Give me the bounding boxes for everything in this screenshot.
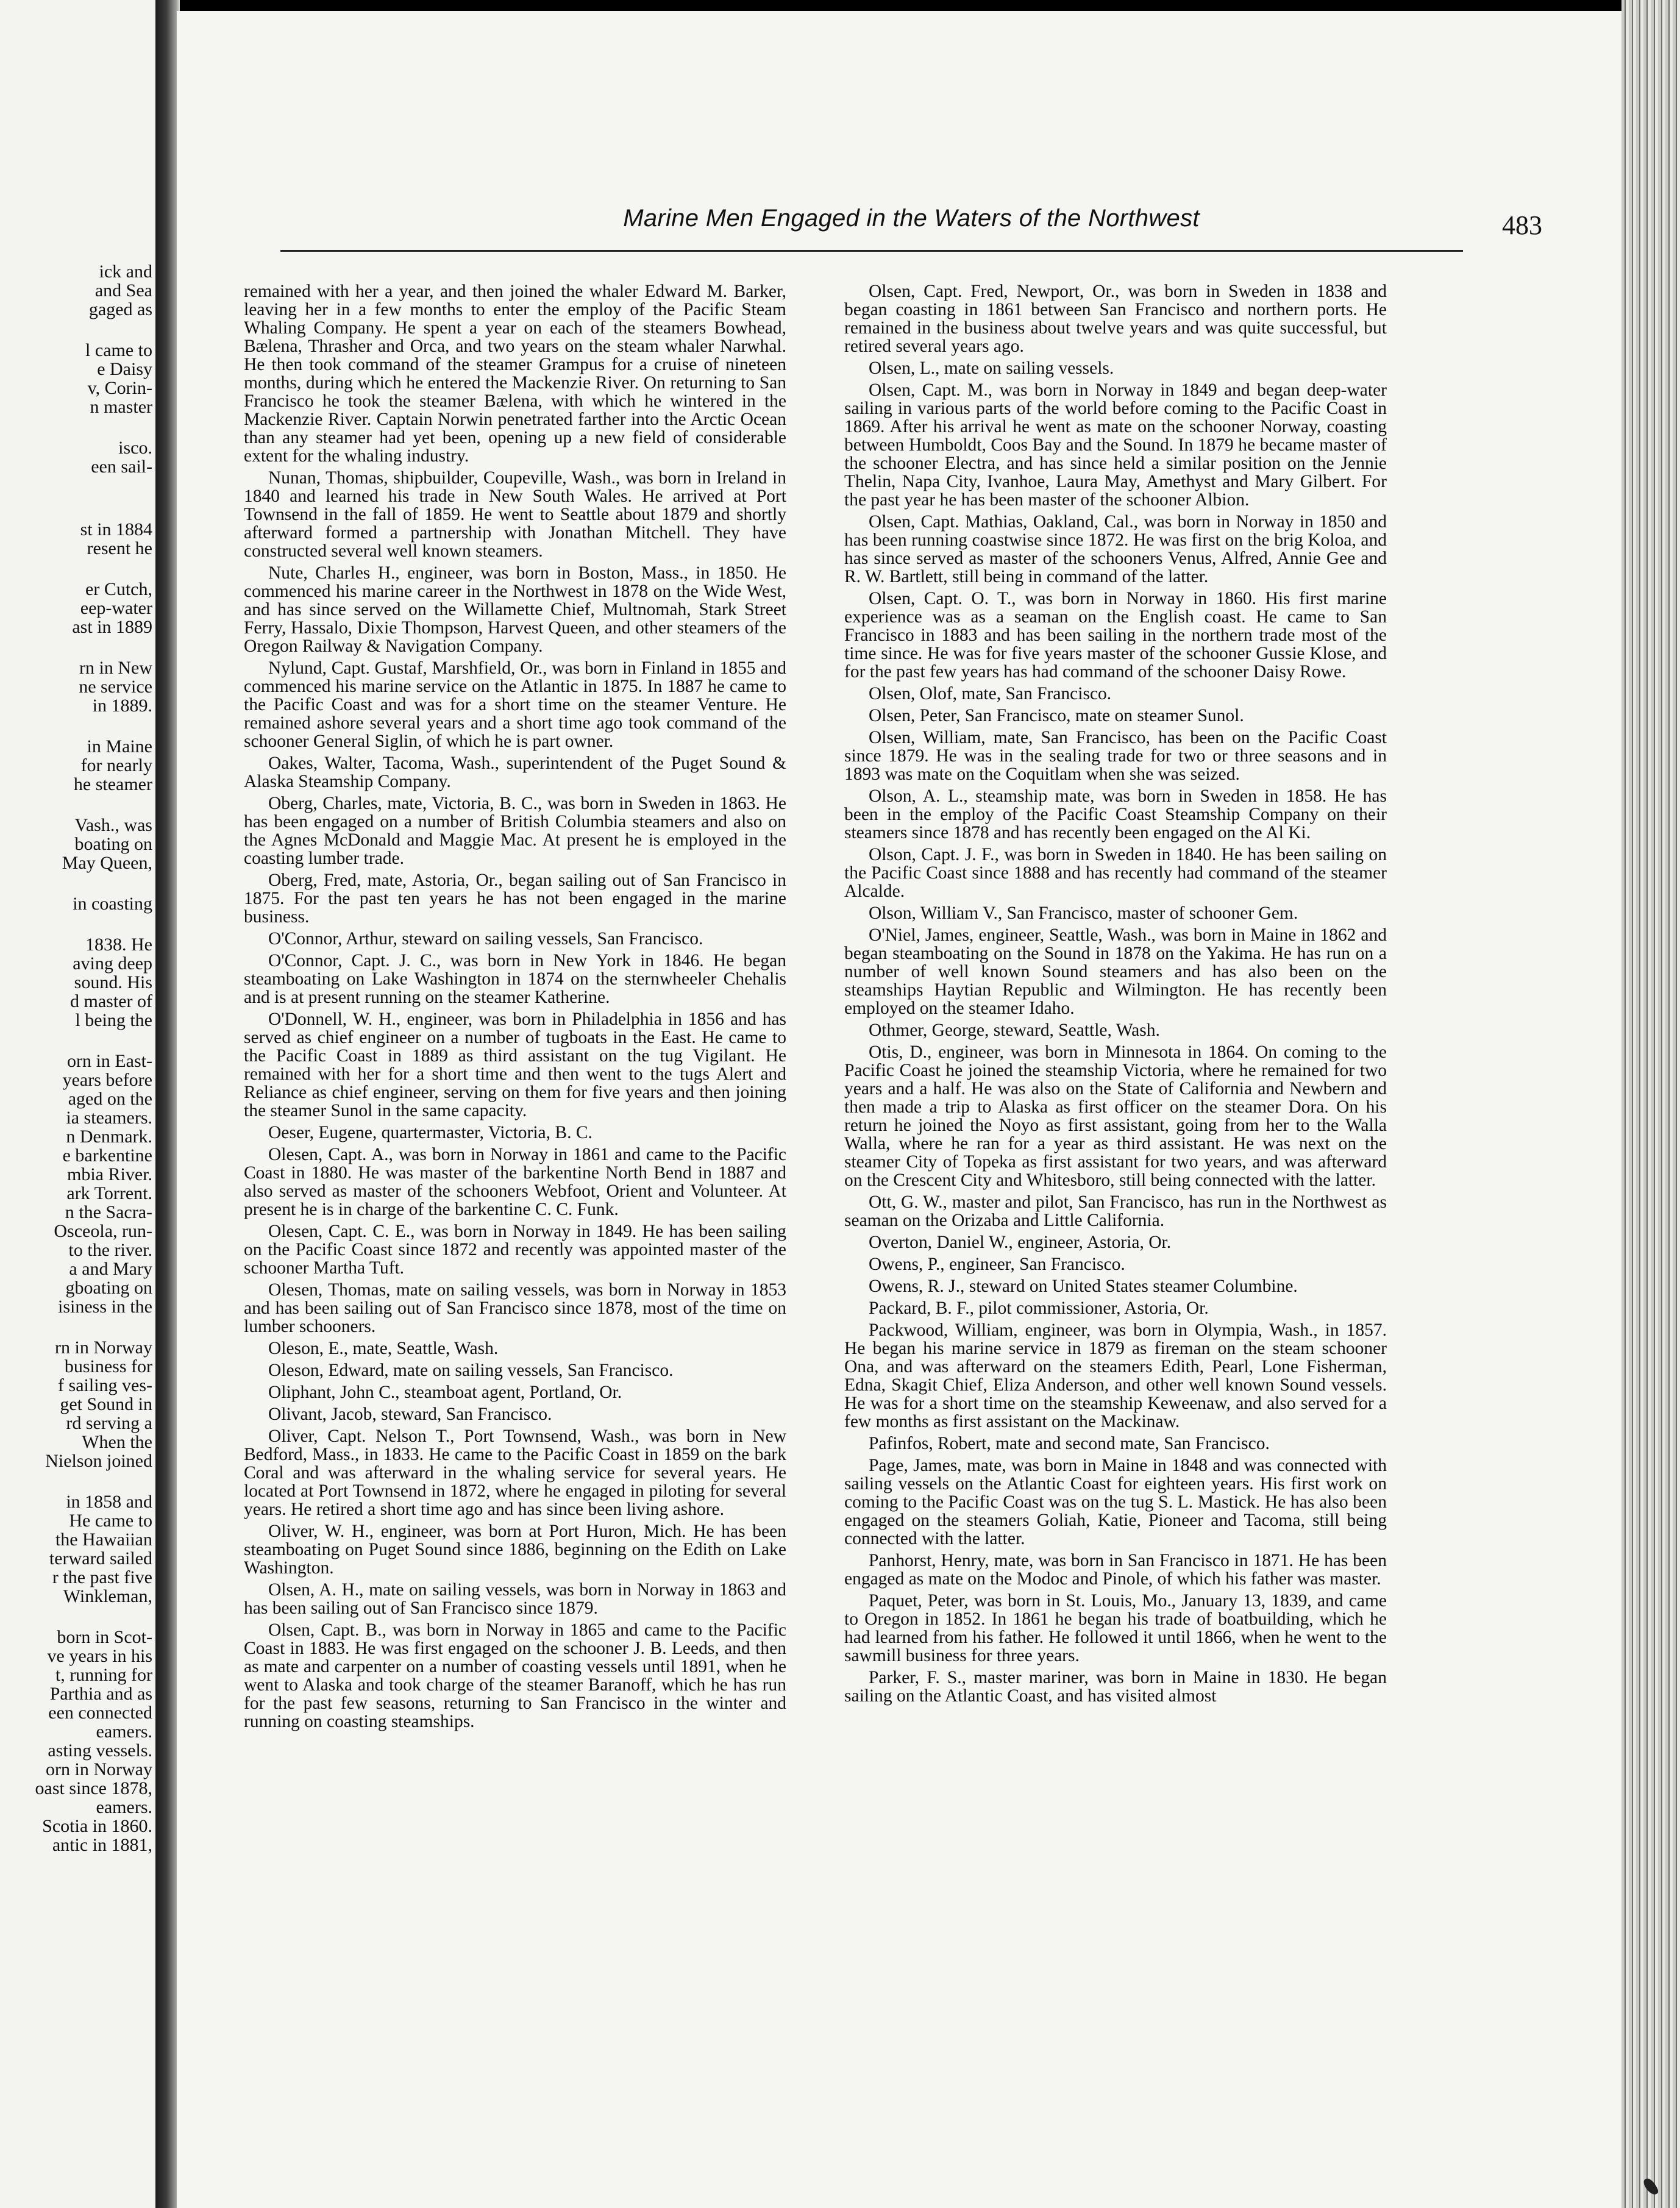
entry-paragraph: Oakes, Walter, Tacoma, Wash., superintendent of the Puget Sound & Alaska Steamship Company. xyxy=(244,753,786,791)
entry-paragraph: Parker, F. S., master mariner, was born in Maine in 1830. He began sailing on the Atlantic Coast, and has visited almost xyxy=(844,1668,1387,1706)
text-fragment: the Hawaiian xyxy=(55,1530,152,1550)
entry-paragraph: Olson, A. L., steamship mate, was born in Sweden in 1858. He has been in the employ of the Pacific Coast Steamship Company on their steamers since 1878 and has recently been engaged on the Al Ki. xyxy=(844,786,1387,842)
fragment-gap xyxy=(0,636,152,658)
fragment-gap xyxy=(0,319,152,341)
text-fragment: he steamer xyxy=(73,774,152,794)
page-edges xyxy=(1621,0,1680,2208)
page-header xyxy=(280,205,1542,254)
text-fragment: ve years in his xyxy=(47,1646,152,1666)
text-fragment: v, Corin- xyxy=(87,378,152,398)
entry-paragraph: Nylund, Capt. Gustaf, Marshfield, Or., was born in Finland in 1855 and commenced his marine service on the Atlantic in 1875. In 1887 he came to the Pacific Coast and was for a short time on the steamer Venture. He remained ashore several years and a short time ago took command of the schooner General Siglin, of which he is part owner. xyxy=(244,658,786,751)
text-fragment: oast since 1878, xyxy=(35,1778,152,1798)
entry-paragraph: Packard, B. F., pilot commissioner, Astoria, Or. xyxy=(869,1298,1209,1318)
entry-paragraph: Owens, R. J., steward on United States steamer Columbine. xyxy=(869,1277,1298,1296)
text-fragment: eamers. xyxy=(96,1722,152,1742)
text-fragment: 1838. He xyxy=(85,935,152,955)
entry-paragraph: Ott, G. W., master and pilot, San Francisco, has run in the Northwest as seaman on the Orizaba and Little California. xyxy=(844,1192,1387,1230)
text-fragment: in 1858 and xyxy=(66,1492,152,1512)
text-fragment: antic in 1881, xyxy=(52,1835,152,1855)
text-fragment: resent he xyxy=(87,538,152,558)
text-fragment: get Sound in xyxy=(60,1394,152,1414)
text-fragment: mbia River. xyxy=(67,1164,152,1184)
entry-paragraph: Olson, Capt. J. F., was born in Sweden in 1840. He has been sailing on the Pacific Coast since 1888 and has recently had command of the steamer Alcalde. xyxy=(844,845,1387,901)
fragment-gap xyxy=(0,1606,152,1628)
entry-paragraph: Olsen, William, mate, San Francisco, has been on the Pacific Coast since 1879. He was in the sealing trade for two or three seasons and in 1893 was mate on the Coquitlam when she was seized. xyxy=(844,728,1387,784)
entry-paragraph: remained with her a year, and then joined the whaler Edward M. Barker, leaving her in a few months to enter the employ of the Pacific Steam Whaling Company. He spent a year on each of the steamers Bowhead, Bælena, Thrasher and Orca, and two years on the steam whaler Narwhal. He then took command of the steamer Grampus for a cruise of nineteen months, during which he entered the Mackenzie River. On returning to San Francisco he took the steamer Bælena, with which he wintered in the Mackenzie River. Captain Norwin penetrated farther into the Arctic Ocean than any steamer had yet been, opening up a new field of considerable extent for the whaling industry. xyxy=(244,282,786,466)
text-fragment: gaged as xyxy=(88,299,152,319)
entry-paragraph: Olsen, L., mate on sailing vessels. xyxy=(869,358,1114,378)
entry-paragraph: Olesen, Capt. C. E., was born in Norway in 1849. He has been sailing on the Pacific Coast since 1872 and recently was appointed master of the schooner Martha Tuft. xyxy=(244,1222,786,1278)
entry-paragraph: Olsen, A. H., mate on sailing vessels, was born in Norway in 1863 and has been sailing out of San Francisco since 1879. xyxy=(244,1580,786,1618)
entry-paragraph: Oliver, Capt. Nelson T., Port Townsend, Wash., was born in New Bedford, Mass., in 1833. He came to the Pacific Coast in 1859 on the bark Coral and was afterward in the whaling service for several years. He located at Port Townsend in 1872, where he engaged in piloting for several years. He retired a short time ago and has since been living ashore. xyxy=(244,1426,786,1519)
text-fragment: l came to xyxy=(85,340,152,360)
text-fragment: Nielson joined xyxy=(45,1451,152,1471)
text-fragment: He came to xyxy=(69,1511,152,1531)
fragment-gap xyxy=(0,1470,152,1492)
text-fragment: asting vessels. xyxy=(48,1740,152,1761)
entry-paragraph: Panhorst, Henry, mate, was born in San Francisco in 1871. He has been engaged as mate on the Modoc and Pinole, of which his father was master. xyxy=(844,1551,1387,1589)
header-rule xyxy=(280,250,1463,252)
entry-paragraph: Olsen, Olof, mate, San Francisco. xyxy=(869,684,1112,703)
entry-paragraph: Oleson, E., mate, Seattle, Wash. xyxy=(268,1339,499,1358)
entry-paragraph: O'Connor, Arthur, steward on sailing vessels, San Francisco. xyxy=(268,929,703,949)
book-page xyxy=(177,11,1634,2208)
text-fragment: n Denmark. xyxy=(66,1127,152,1147)
text-fragment: isco. xyxy=(118,438,152,458)
running-title: Marine Men Engaged in the Waters of the Northwest xyxy=(623,205,1200,232)
entry-paragraph: O'Niel, James, engineer, Seattle, Wash., was born in Maine in 1862 and began steamboating on the Sound in 1878 on the Yakima. He has run on a number of well known Sound steamers and has also been on the steamships Haytian Republic and Wilmington. He has recently been employed on the steamer Idaho. xyxy=(844,925,1387,1018)
text-fragment: ne service xyxy=(79,677,152,697)
text-fragment: boating on xyxy=(74,834,152,854)
book-gutter xyxy=(155,0,180,2208)
text-fragment: and Sea xyxy=(94,280,152,301)
text-fragment: years before xyxy=(62,1070,152,1090)
fragment-gap xyxy=(0,476,152,498)
entry-paragraph: Oeser, Eugene, quartermaster, Victoria, B. C. xyxy=(268,1123,593,1142)
text-fragment: isiness in the xyxy=(58,1297,152,1317)
text-fragment: in Maine xyxy=(87,736,152,757)
entry-paragraph: Oberg, Fred, mate, Astoria, Or., began sailing out of San Francisco in 1875. For the past ten years he has not been engaged in the marine business. xyxy=(244,871,786,927)
entry-paragraph: Otis, D., engineer, was born in Minnesota in 1864. On coming to the Pacific Coast he joined the steamship Victoria, where he remained for two years and a half. He was also on the State of California and Newbern and then made a trip to Alaska as first officer on the steamer Dora. On his return he joined the Noyo as first assistant, going from her to the Walla Walla, where he ran for a year as third assistant. He was next on the steamer City of Topeka as first assistant for two years, and was afterward on the Crescent City and Whitesboro, still being connected with the latter. xyxy=(844,1042,1387,1190)
text-fragment: a and Mary xyxy=(69,1259,152,1279)
entry-paragraph: Oleson, Edward, mate on sailing vessels, San Francisco. xyxy=(268,1361,674,1380)
text-fragment: aged on the xyxy=(68,1089,152,1109)
text-fragment: Parthia and as xyxy=(49,1684,152,1704)
text-fragment: ick and xyxy=(99,262,152,282)
entry-paragraph: Othmer, George, steward, Seattle, Wash. xyxy=(869,1020,1160,1040)
entry-paragraph: O'Connor, Capt. J. C., was born in New York in 1846. He began steamboating on Lake Washington in 1874 on the sternwheeler Chehalis and is at present running on the steamer Katherine. xyxy=(244,951,786,1007)
page-number: 483 xyxy=(1502,210,1542,240)
entry-paragraph: Owens, P., engineer, San Francisco. xyxy=(869,1255,1125,1274)
entry-paragraph: Olson, William V., San Francisco, master of schooner Gem. xyxy=(869,903,1298,923)
entry-paragraph: O'Donnell, W. H., engineer, was born in Philadelphia in 1856 and has served as chief engineer on a number of tugboats in the East. He came to the Pacific Coast in 1889 as third assistant on the tug Vigilant. He remained with her for a short time and then went to the tugs Alert and Reliance as chief engineer, serving on them for five years and then joining the steamer Sunol in the same capacity. xyxy=(244,1010,786,1120)
text-fragment: l being the xyxy=(75,1010,152,1030)
text-fragment: n master xyxy=(90,397,152,417)
text-fragment: Winkleman, xyxy=(63,1586,152,1606)
fragment-gap xyxy=(0,1030,152,1052)
text-fragment: terward sailed xyxy=(49,1548,152,1569)
text-fragment: ark Torrent. xyxy=(66,1183,152,1203)
text-fragment: rn in New xyxy=(79,658,152,678)
text-fragment: een connected xyxy=(48,1703,152,1723)
text-fragment: st in 1884 xyxy=(80,519,152,540)
entry-paragraph: Olsen, Capt. Fred, Newport, Or., was born in Sweden in 1838 and began coasting in 1861 between San Francisco and northern ports. He remained in the business about twelve years and was quite successful, but retired several years ago. xyxy=(844,282,1387,356)
text-fragment: r the past five xyxy=(52,1567,152,1587)
entry-paragraph: Page, James, mate, was born in Maine in 1848 and was connected with sailing vessels on the Atlantic Coast for eighteen years. His first work on coming to the Pacific Coast was on the tug S. L. Mastick. He has also been engaged on the steamers Goliah, Katie, Pioneer and Tacoma, still being connected with the latter. xyxy=(844,1456,1387,1548)
entry-paragraph: Paquet, Peter, was born in St. Louis, Mo., January 13, 1839, and came to Oregon in 1852. In 1861 he began his trade of boatbuilding, which he had learned from his father. He followed it until 1866, when he went to the sawmill business for three years. xyxy=(844,1591,1387,1665)
entry-paragraph: Overton, Daniel W., engineer, Astoria, Or. xyxy=(869,1233,1172,1252)
text-fragment: Osceola, run- xyxy=(54,1221,152,1241)
entry-paragraph: Olivant, Jacob, steward, San Francisco. xyxy=(268,1405,552,1424)
entry-paragraph: Olsen, Capt. B., was born in Norway in 1865 and came to the Pacific Coast in 1883. He was first engaged on the schooner J. B. Leeds, and then as mate and carpenter on a number of coasting vessels until 1891, when he went to Alaska and took charge of the steamer Baranoff, which he has run for the past few seasons, returning to San Francisco in the winter and running on coasting steamships. xyxy=(244,1620,786,1731)
entry-paragraph: Olesen, Capt. A., was born in Norway in 1861 and came to the Pacific Coast in 1880. He was master of the barkentine North Bend in 1887 and also served as master of the schooners Webfoot, Orient and Volunteer. At present he is in charge of the barkentine C. C. Funk. xyxy=(244,1145,786,1219)
entry-paragraph: Oberg, Charles, mate, Victoria, B. C., was born in Sweden in 1863. He has been engaged on a number of British Columbia steamers and also on the Agnes McDonald and Maggie Mac. At present he is employed in the coasting lumber trade. xyxy=(244,794,786,868)
text-fragment: e Daisy xyxy=(97,359,152,379)
text-fragment: sound. His xyxy=(74,972,152,992)
entry-paragraph: Olesen, Thomas, mate on sailing vessels, was born in Norway in 1853 and has been sailing out of San Francisco since 1878, most of the time on lumber schooners. xyxy=(244,1280,786,1336)
text-fragment: business for xyxy=(64,1356,152,1376)
entry-paragraph: Olsen, Capt. M., was born in Norway in 1849 and began deep-water sailing in various parts of the world before coming to the Pacific Coast in 1869. After his arrival he went as mate on the schooner Norway, coasting between Humboldt, Coos Bay and the Sound. In 1879 he became master of the schooner Electra, and has since held a similar position on the Jennie Thelin, Napa City, Ivanhoe, Laura May, Amethyst and Mary Gilbert. For the past year he has been master of the schooner Albion. xyxy=(844,380,1387,510)
text-fragment: ia steamers. xyxy=(66,1108,152,1128)
entry-paragraph: Olsen, Capt. O. T., was born in Norway in 1860. His first marine experience was as a seaman on the English coast. He came to San Francisco in 1883 and has been sailing in the northern trade most of the time since. He was for five years master of the schooner Gussie Klose, and for the past few years has had command of the schooner Daisy Rowe. xyxy=(844,589,1387,682)
text-fragment: in coasting xyxy=(73,894,152,914)
text-fragment: ast in 1889 xyxy=(72,617,152,637)
text-fragment: e barkentine xyxy=(62,1145,152,1166)
adjacent-page-text-fragments xyxy=(0,262,152,1854)
right-text-column xyxy=(844,282,1387,1709)
entry-paragraph: Oliphant, John C., steamboat agent, Portland, Or. xyxy=(268,1383,622,1402)
entry-paragraph: Nute, Charles H., engineer, was born in Boston, Mass., in 1850. He commenced his marine career in the Northwest in 1878 on the Wide West, and has since served on the Willamette Chief, Multnomah, Stark Street Ferry, Hassalo, Dixie Thompson, Harvest Queen, and other steamers of the Oregon Railway & Navigation Company. xyxy=(244,563,786,656)
text-fragment: orn in Norway xyxy=(46,1759,152,1779)
text-fragment: Vash., was xyxy=(74,815,152,835)
text-fragment: f sailing ves- xyxy=(58,1375,152,1395)
text-fragment: born in Scot- xyxy=(57,1627,152,1647)
fragment-gap xyxy=(0,794,152,816)
fragment-gap xyxy=(0,498,152,520)
text-fragment: orn in East- xyxy=(67,1051,152,1071)
text-fragment: eep-water xyxy=(80,598,152,618)
text-fragment: er Cutch, xyxy=(85,579,152,599)
text-fragment: rn in Norway xyxy=(55,1337,152,1358)
text-fragment: d master of xyxy=(70,991,152,1011)
fragment-gap xyxy=(0,715,152,737)
entry-paragraph: Olsen, Capt. Mathias, Oakland, Cal., was born in Norway in 1850 and has been running coastwise since 1872. He was first on the brig Koloa, and has since served as master of the schooners Venus, Alfred, Annie Gee and R. W. Bartlett, still being in command of the latter. xyxy=(844,512,1387,586)
fragment-gap xyxy=(0,416,152,438)
text-fragment: May Queen, xyxy=(62,853,152,873)
text-fragment: t, running for xyxy=(55,1665,152,1685)
text-fragment: aving deep xyxy=(73,953,152,974)
text-fragment: When the xyxy=(82,1432,152,1452)
text-fragment: eamers. xyxy=(96,1797,152,1817)
entry-paragraph: Packwood, William, engineer, was born in Olympia, Wash., in 1857. He began his marine service in 1879 as fireman on the steam schooner Ona, and was afterward on the steamers Edith, Pearl, Lone Fisherman, Edna, Skagit Chief, Eliza Anderson, and other well known Sound vessels. He was for a short time on the steamship Keweenaw, and also served for a few months as first assistant on the Mackinaw. xyxy=(844,1320,1387,1431)
text-fragment: rd serving a xyxy=(66,1413,152,1433)
fragment-gap xyxy=(0,872,152,894)
adjacent-left-page xyxy=(0,0,155,2208)
fragment-gap xyxy=(0,558,152,580)
text-fragment: to the river. xyxy=(68,1240,152,1260)
text-fragment: een sail- xyxy=(91,457,152,477)
entry-paragraph: Pafinfos, Robert, mate and second mate, San Francisco. xyxy=(869,1434,1270,1453)
fragment-gap xyxy=(0,1316,152,1338)
entry-paragraph: Oliver, W. H., engineer, was born at Port Huron, Mich. He has been steamboating on Puget Sound since 1886, beginning on the Edith on Lake Washington. xyxy=(244,1522,786,1578)
text-fragment: for nearly xyxy=(80,755,152,775)
text-fragment: n the Sacra- xyxy=(65,1202,152,1222)
entry-paragraph: Nunan, Thomas, shipbuilder, Coupeville, Wash., was born in Ireland in 1840 and learned his trade in New South Wales. He arrived at Port Townsend in the fall of 1859. He went to Seattle about 1879 and shortly afterward formed a partnership with Jonathan Mitchell. They have constructed several well known steamers. xyxy=(244,468,786,561)
fragment-gap xyxy=(0,913,152,935)
entry-paragraph: Olsen, Peter, San Francisco, mate on steamer Sunol. xyxy=(869,706,1244,725)
text-fragment: in 1889. xyxy=(92,696,152,716)
text-fragment: Scotia in 1860. xyxy=(42,1816,152,1836)
text-fragment: gboating on xyxy=(65,1278,152,1298)
left-text-column xyxy=(244,282,786,1734)
